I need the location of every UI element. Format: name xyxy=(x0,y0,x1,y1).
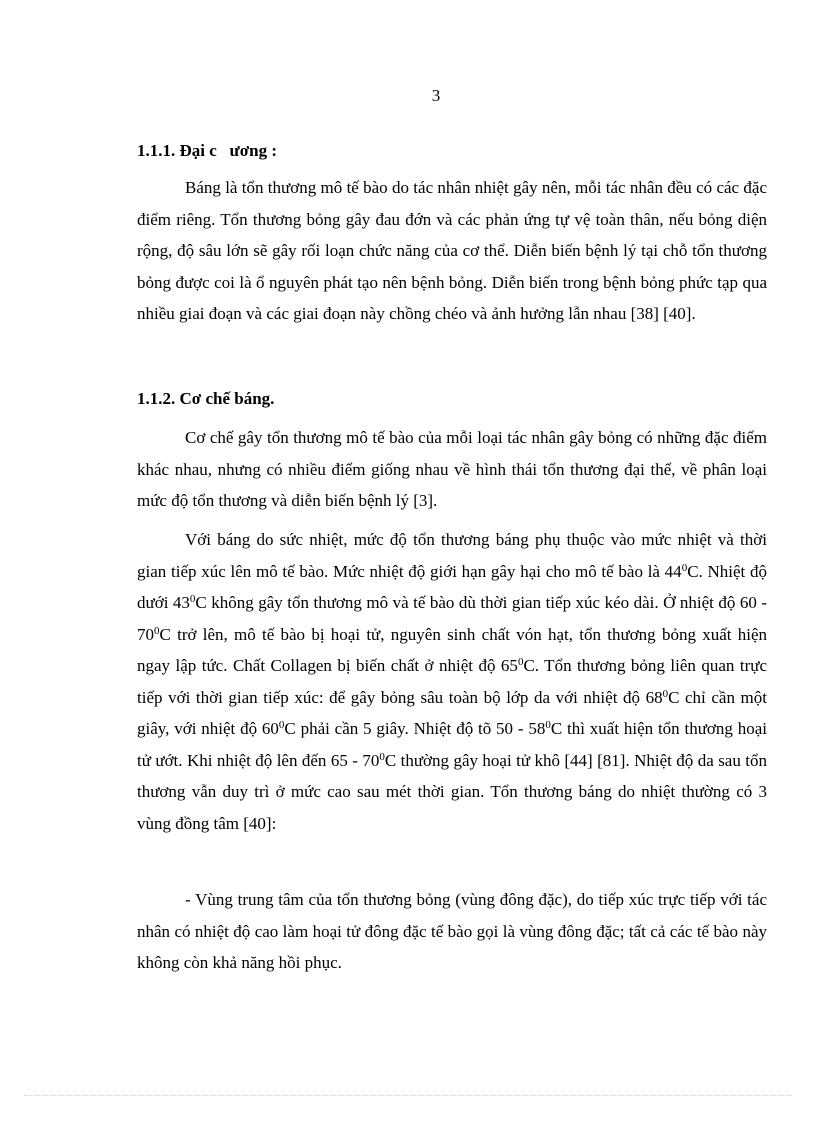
section-heading-general: 1.1.1. Đại c ương : xyxy=(137,141,278,160)
text-run: C. Tổn thương bỏng liên quan trực tiếp với thời gian tiếp xúc: để gây bỏng sâu toàn bộ lớp da với nhiệt độ 68 xyxy=(137,656,767,707)
page-number: 3 xyxy=(431,86,441,105)
text-run: C chỉ cần một giây, với nhiệt độ 60 xyxy=(137,687,767,738)
superscript-degree: 0 xyxy=(189,593,196,605)
superscript-degree: 0 xyxy=(154,624,160,637)
page-footer-divider xyxy=(24,1095,792,1096)
superscript-degree: 0 xyxy=(662,687,669,700)
text-run: C thì xuất hiện tổn thương hoại tử ướt. Khi nhiệt độ lên đến 65 - 70 xyxy=(137,719,768,770)
section-heading-mechanism: 1.1.2. Cơ chế báng. xyxy=(137,389,275,408)
text-run: C phải cần 5 giây. Nhiệt độ tõ 50 - 58 xyxy=(284,719,546,738)
text-run: C không gây tổn thương mô và tế bào dù thời gian tiếp xúc kéo dài. Ở nhiệt độ 60 - 70 xyxy=(137,593,767,644)
superscript-degree: 0 xyxy=(681,561,688,574)
text-run: Với báng do sức nhiệt, mức độ tổn thương báng phụ thuộc vào mức nhiệt và thời gian tiếp xúc lên mô tế bào. Mức nhiệt độ giới hạn gây hại cho mô tế bào là 44 xyxy=(137,530,767,581)
paragraph-mechanism-intro: Cơ chế gây tổn thương mô tế bào của mỗi loại tác nhân gây bỏng có những đặc điểm khác nhau, nhưng có nhiều điểm giống nhau về hình thái tổn thương đại thể, về phân loại mức độ tổn thương và diễn biến bệnh lý [3]. xyxy=(137,428,767,510)
superscript-degree: 0 xyxy=(379,750,385,763)
paragraph-central-zone: - Vùng trung tâm của tổn thương bỏng (vùng đông đặc), do tiếp xúc trực tiếp với tác nhân có nhiệt độ cao làm hoại tử đông đặc tế bào gọi là vùng đông đặc; tất cả các tế bào này không còn khả năng hồi phục. xyxy=(137,890,767,972)
text-run: C thường gây hoại tử khô [44] [81]. Nhiệt độ da sau tổn thương vẫn duy trì ở mức cao sau mét thời gian. Tổn thương báng do nhiệt thường có 3 vùng đồng tâm [40]: xyxy=(137,750,767,833)
text-run: C. Nhiệt độ dưới 43 xyxy=(137,561,767,612)
superscript-degree: 0 xyxy=(545,719,551,731)
superscript-degree: 0 xyxy=(278,719,285,731)
paragraph-general: Báng là tổn thương mô tế bào do tác nhân nhiệt gây nên, mỗi tác nhân đều có các đặc điểm riêng. Tổn thương bỏng gây đau đớn và các phản ứng tự vệ toàn thân, nếu bỏng diện rộng, độ sâu lớn sẽ gây rối loạn chức năng của cơ thể. Diễn biến bệnh lý tại chỗ tổn thương bỏng được coi là ổ nguyên phát tạo nên bệnh bỏng. Diễn biến trong bệnh bỏng phức tạp qua nhiều giai đoạn và các giai đoạn này chồng chéo và ảnh hưởng lẫn nhau [38] [40]. xyxy=(137,178,767,323)
paragraph-thermal-injury xyxy=(137,524,767,839)
text-run: C trở lên, mô tế bào bị hoại tử, nguyên sinh chất vón hạt, tổn thương bỏng xuất hiện ngay lập tức. Chất Collagen bị biến chất ở nhiệt độ 65 xyxy=(137,624,767,675)
superscript-degree: 0 xyxy=(517,656,524,668)
